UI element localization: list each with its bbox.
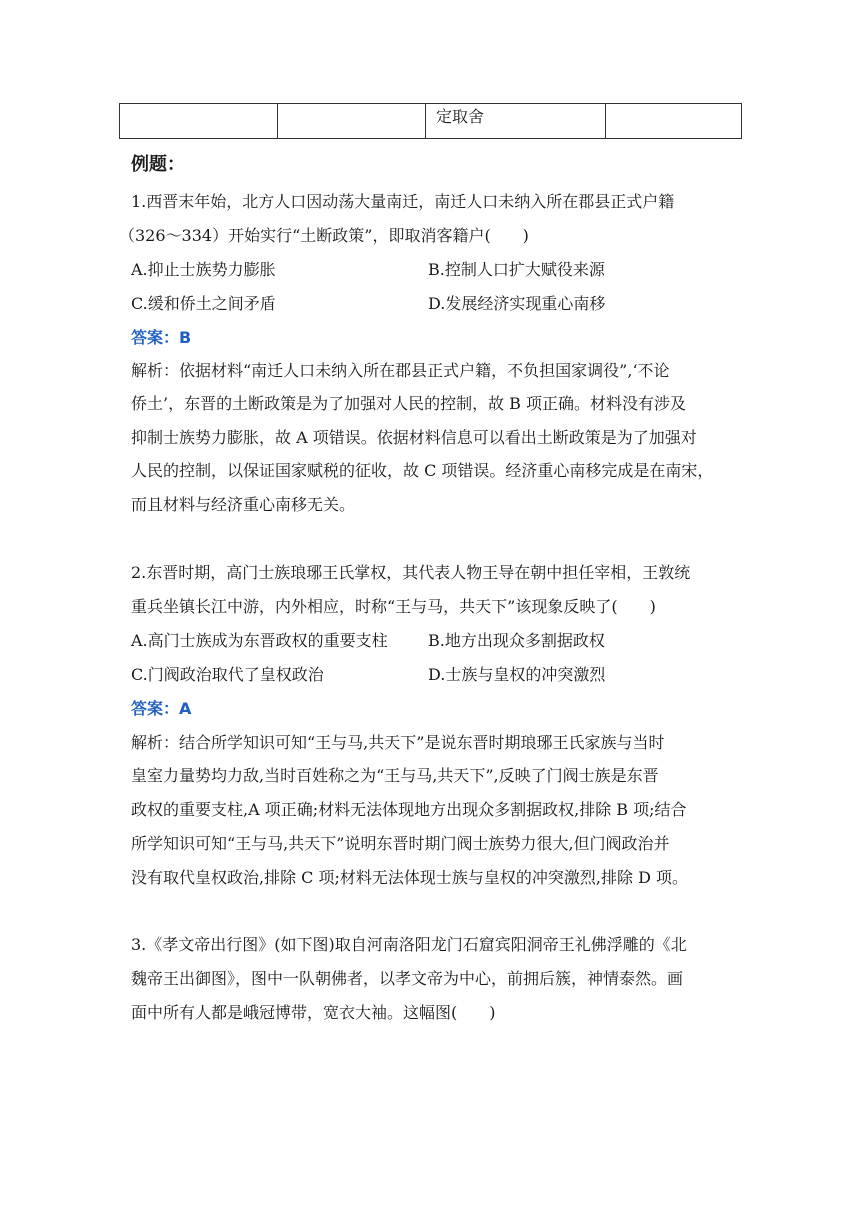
q1-analysis-line: 抑制士族势力膨胀，故 A 项错误。依据材料信息可以看出土断政策是为了加强对 <box>131 428 697 447</box>
q2-analysis-line: 所学知识可知“王与马,共天下”说明东晋时期门阀士族势力很大,但门阀政治并 <box>131 834 670 853</box>
q1-analysis-line: 侨土’，东晋的土断政策是为了加强对人民的控制，故 B 项正确。材料没有涉及 <box>131 394 687 413</box>
continuation-table <box>119 103 742 139</box>
q1-analysis-line: 解析：依据材料“南迁人口未纳入所在郡县正式户籍，不负担国家调役”,‘不论 <box>131 361 670 380</box>
table-cell: 定取舍 <box>426 104 606 139</box>
q2-answer: 答案：A <box>131 699 192 718</box>
table-row <box>120 104 742 139</box>
q1-option-a: A.抑止士族势力膨胀 <box>131 260 276 279</box>
q2-analysis-line: 政权的重要支柱,A 项正确;材料无法体现地方出现众多割据政权,排除 B 项;结合 <box>131 800 687 819</box>
q1-stem-line: 1.西晋末年始，北方人口因动荡大量南迁，南迁人口未纳入所在郡县正式户籍 <box>131 192 675 211</box>
q1-answer: 答案：B <box>131 328 192 347</box>
q2-analysis-line: 没有取代皇权政治,排除 C 项;材料无法体现士族与皇权的冲突激烈,排除 D 项。 <box>131 868 688 887</box>
q3-stem-line: 魏帝王出御图》，图中一队朝佛者，以孝文帝为中心，前拥后簇，神情泰然。画 <box>131 969 684 988</box>
q2-option-c: C.门阀政治取代了皇权政治 <box>131 665 324 684</box>
q1-analysis-line: 人民的控制，以保证国家赋税的征收，故 C 项错误。经济重心南移完成是在南宋， <box>131 461 714 480</box>
q3-stem-line: 面中所有人都是峨冠博带，宽衣大袖。这幅图( ) <box>131 1003 496 1022</box>
q2-stem-line: 重兵坐镇长江中游，内外相应，时称“王与马，共天下”该现象反映了( ) <box>131 597 656 616</box>
q1-stem-line: （326～334）开始实行“土断政策”，即取消客籍户( ) <box>119 226 529 245</box>
q3-stem-line: 3.《孝文帝出行图》(如下图)取自河南洛阳龙门石窟宾阳洞帝王礼佛浮雕的《北 <box>131 935 687 954</box>
q2-option-b: B.地方出现众多割据政权 <box>428 631 605 650</box>
table-cell <box>278 104 426 139</box>
table-cell <box>606 104 742 139</box>
q2-stem-line: 2.东晋时期，高门士族琅琊王氏掌权，其代表人物王导在朝中担任宰相，王敦统 <box>131 563 691 582</box>
table-cell <box>120 104 278 139</box>
q1-option-d: D.发展经济实现重心南移 <box>428 294 606 313</box>
q2-option-d: D.士族与皇权的冲突激烈 <box>428 665 606 684</box>
q1-analysis-line: 而且材料与经济重心南移无关。 <box>131 495 356 514</box>
q2-analysis-line: 皇室力量势均力敌,当时百姓称之为“王与马,共天下”,反映了门阀士族是东晋 <box>131 766 659 785</box>
q1-option-c: C.缓和侨土之间矛盾 <box>131 294 276 313</box>
q2-option-a: A.高门士族成为东晋政权的重要支柱 <box>131 631 388 650</box>
q2-analysis-line: 解析：结合所学知识可知“王与马,共天下”是说东晋时期琅琊王氏家族与当时 <box>131 733 665 752</box>
section-heading: 例题： <box>131 154 185 175</box>
q1-option-b: B.控制人口扩大赋役来源 <box>428 260 605 279</box>
